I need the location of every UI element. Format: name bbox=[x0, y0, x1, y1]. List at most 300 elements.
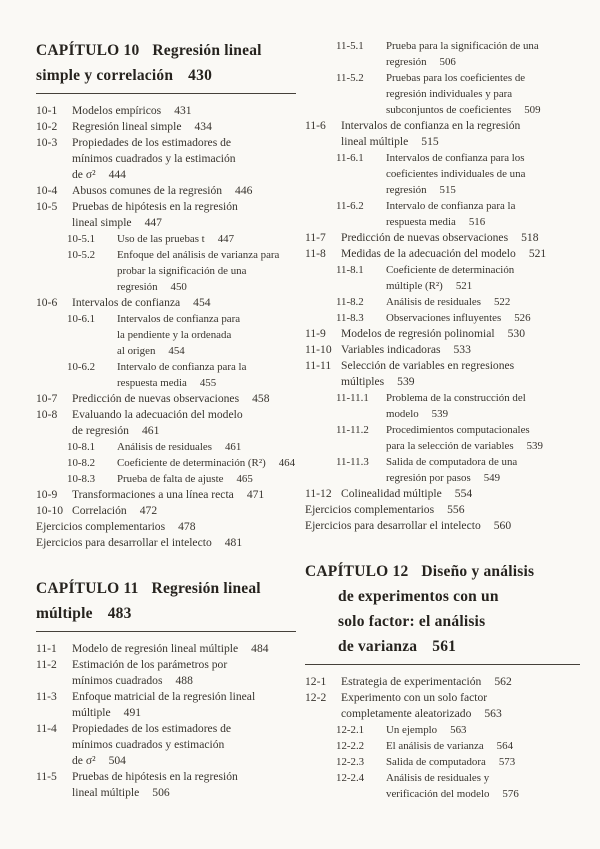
toc-entry bbox=[36, 407, 296, 439]
page-number: 431 bbox=[174, 104, 192, 117]
entry-text: El análisis de varianza bbox=[386, 740, 484, 752]
entry-line bbox=[305, 690, 580, 706]
entry-line bbox=[305, 278, 580, 294]
entry-line bbox=[305, 358, 580, 374]
entry-text: Un ejemplo bbox=[386, 724, 438, 736]
entry-number: 11-8.3 bbox=[336, 312, 364, 324]
entry-line bbox=[36, 119, 296, 135]
entry-line bbox=[305, 310, 580, 326]
entry-line bbox=[305, 102, 580, 118]
entry-text: mínimos cuadrados y estimación bbox=[72, 738, 225, 751]
entry-number: 10-3 bbox=[36, 136, 58, 149]
entry-number: 10-2 bbox=[36, 120, 58, 133]
entry-line bbox=[36, 343, 296, 359]
entry-text: de σ² bbox=[72, 754, 96, 767]
page-number: 560 bbox=[493, 519, 512, 532]
toc-entry bbox=[36, 103, 296, 119]
page-number: 447 bbox=[217, 233, 235, 245]
entry-line bbox=[36, 295, 296, 311]
entry-text: Uso de las pruebas t bbox=[117, 233, 205, 245]
chapter-label: CAPÍTULO 11 bbox=[36, 580, 139, 597]
page-number: 539 bbox=[431, 408, 449, 420]
entry-number: 10-8.1 bbox=[67, 441, 96, 453]
toc-entry bbox=[305, 294, 580, 310]
chapter-title-text: Diseño y análisis bbox=[421, 563, 535, 580]
entry-text: regresión por pasos bbox=[386, 472, 471, 484]
page-number: 506 bbox=[152, 786, 170, 799]
page-number: 447 bbox=[144, 216, 162, 229]
entry-line bbox=[36, 673, 296, 689]
entry-text: para la selección de variables bbox=[386, 440, 514, 452]
entry-text: respuesta media bbox=[386, 216, 456, 228]
entry-number: 11-10 bbox=[305, 343, 332, 356]
entry-line bbox=[305, 246, 580, 262]
page-number: 515 bbox=[421, 135, 439, 148]
toc-entry bbox=[305, 230, 580, 246]
entry-number: 11-8.2 bbox=[336, 296, 364, 308]
entry-text: Observaciones influyentes bbox=[386, 312, 502, 324]
entry-line bbox=[36, 183, 296, 199]
page-number: 563 bbox=[450, 724, 467, 736]
chapter-heading-line bbox=[36, 38, 296, 63]
entry-line bbox=[36, 503, 296, 519]
entry-text: lineal múltiple bbox=[341, 135, 409, 148]
page-number: 471 bbox=[246, 488, 265, 501]
entry-text: lineal múltiple bbox=[72, 786, 140, 799]
entry-line bbox=[305, 134, 580, 150]
entry-text: múltiple bbox=[72, 706, 111, 719]
entry-text: Regresión lineal simple bbox=[72, 120, 182, 133]
page-number: 522 bbox=[493, 296, 511, 308]
toc-entry bbox=[305, 738, 580, 754]
toc-entry bbox=[305, 150, 580, 198]
entry-number: 11-1 bbox=[36, 642, 57, 655]
entry-text: Propiedades de los estimadores de bbox=[72, 722, 232, 735]
toc-entry bbox=[36, 721, 296, 769]
entry-number: 11-3 bbox=[36, 690, 57, 703]
page-number: 521 bbox=[528, 247, 547, 260]
entry-line bbox=[305, 422, 580, 438]
entry-number: 11-12 bbox=[305, 487, 332, 500]
entry-text: Procedimientos computacionales bbox=[386, 424, 530, 436]
entry-line bbox=[305, 390, 580, 406]
toc-entry bbox=[36, 455, 296, 471]
entry-text: Abusos comunes de la regresión bbox=[72, 184, 223, 197]
entry-text: Intervalo de confianza para la bbox=[117, 361, 247, 373]
page-number: 455 bbox=[199, 377, 217, 389]
entry-number: 12-2.2 bbox=[336, 740, 365, 752]
entry-line bbox=[36, 705, 296, 721]
entry-line bbox=[36, 375, 296, 391]
entry-line bbox=[36, 247, 296, 263]
chapter-heading-line bbox=[305, 609, 580, 634]
entry-line bbox=[36, 151, 296, 167]
entry-line bbox=[305, 454, 580, 470]
entry-line bbox=[36, 423, 296, 439]
toc-entry bbox=[305, 70, 580, 118]
entry-line bbox=[305, 754, 580, 770]
chapter-heading bbox=[36, 576, 296, 632]
chapter-page-number: 430 bbox=[188, 67, 213, 84]
page-number: 464 bbox=[278, 457, 296, 469]
entry-line bbox=[36, 455, 296, 471]
entry-text: Modelos de regresión polinomial bbox=[341, 327, 495, 340]
entry-line bbox=[36, 769, 296, 785]
entry-text: Medidas de la adecuación del modelo bbox=[341, 247, 516, 260]
entry-line bbox=[36, 135, 296, 151]
entry-number: 10-4 bbox=[36, 184, 58, 197]
entry-number: 12-2.4 bbox=[336, 772, 365, 784]
entry-line bbox=[305, 374, 580, 390]
page-number: 465 bbox=[236, 473, 253, 485]
entry-text: Análisis de residuales y bbox=[386, 772, 490, 784]
entry-text: Experimento con un solo factor bbox=[341, 691, 488, 704]
entry-number: 11-7 bbox=[305, 231, 326, 244]
entry-line bbox=[305, 518, 580, 534]
page-number: 518 bbox=[521, 231, 539, 244]
toc-entry bbox=[36, 295, 296, 311]
toc-entry bbox=[36, 471, 296, 487]
entry-text: Enfoque del análisis de varianza para bbox=[117, 249, 280, 261]
entry-text: múltiples bbox=[341, 375, 385, 388]
entry-line bbox=[36, 487, 296, 503]
entry-text: Intervalos de confianza en la regresión bbox=[341, 119, 521, 132]
entry-line bbox=[305, 182, 580, 198]
page-number: 509 bbox=[524, 104, 541, 116]
toc-entry bbox=[36, 487, 296, 503]
entry-text: Salida de computadora bbox=[386, 756, 486, 768]
page-number: 526 bbox=[514, 312, 531, 324]
entry-text: Coeficiente de determinación (R²) bbox=[117, 457, 266, 469]
entry-line bbox=[36, 263, 296, 279]
toc-entry bbox=[36, 503, 296, 519]
entry-text: Salida de computadora de una bbox=[386, 456, 518, 468]
entry-line bbox=[36, 785, 296, 801]
entry-number: 12-1 bbox=[305, 675, 327, 688]
toc-entry bbox=[36, 359, 296, 391]
entry-text: Intervalos de confianza bbox=[72, 296, 181, 309]
entry-text: Propiedades de los estimadores de bbox=[72, 136, 232, 149]
entry-text: Colinealidad múltiple bbox=[341, 487, 442, 500]
entry-line bbox=[305, 342, 580, 358]
entry-text: al origen bbox=[117, 345, 156, 357]
entry-line bbox=[305, 38, 580, 54]
page-number: 573 bbox=[498, 756, 516, 768]
entry-line bbox=[305, 706, 580, 722]
page-number: 478 bbox=[178, 520, 196, 533]
entry-number: 10-9 bbox=[36, 488, 58, 501]
page-number: 549 bbox=[483, 472, 501, 484]
page-number: 563 bbox=[484, 707, 502, 720]
page-number: 516 bbox=[468, 216, 486, 228]
page-number: 472 bbox=[139, 504, 158, 517]
toc-entry bbox=[36, 657, 296, 689]
toc-entry bbox=[305, 390, 580, 422]
entry-line bbox=[36, 753, 296, 769]
entry-text: Prueba para la significación de una bbox=[386, 40, 539, 52]
entry-text: regresión individuales y para bbox=[386, 88, 513, 100]
entry-line bbox=[36, 737, 296, 753]
entry-text: regresión bbox=[117, 281, 158, 293]
entry-line bbox=[305, 150, 580, 166]
entry-number: 12-2.3 bbox=[336, 756, 365, 768]
entry-text: Ejercicios complementarios bbox=[36, 520, 166, 533]
chapter-label: CAPÍTULO 10 bbox=[36, 42, 140, 59]
entry-line bbox=[305, 486, 580, 502]
entry-line bbox=[36, 439, 296, 455]
entry-text: Pruebas para los coeficientes de bbox=[386, 72, 526, 84]
toc-entry bbox=[36, 183, 296, 199]
chapter-page-number: 483 bbox=[107, 605, 132, 622]
toc-entry bbox=[305, 754, 580, 770]
toc-entry bbox=[36, 311, 296, 359]
chapter-rule bbox=[36, 93, 296, 94]
chapter-title-text: múltiple bbox=[36, 605, 93, 622]
entry-text: modelo bbox=[386, 408, 419, 420]
chapter-heading-line bbox=[36, 601, 296, 626]
page-number: 564 bbox=[496, 740, 514, 752]
page-number: 504 bbox=[108, 754, 126, 767]
entry-text: Transformaciones a una línea recta bbox=[72, 488, 234, 501]
entry-number: 11-11 bbox=[305, 359, 332, 372]
toc-entry bbox=[305, 674, 580, 690]
entry-line bbox=[36, 231, 296, 247]
entry-text: Problema de la construcción del bbox=[386, 392, 526, 404]
toc-entry bbox=[305, 310, 580, 326]
toc-column bbox=[305, 38, 580, 802]
page-number: 444 bbox=[108, 168, 126, 181]
toc-entry bbox=[305, 358, 580, 390]
page-number: 539 bbox=[526, 440, 543, 452]
entry-number: 10-6.1 bbox=[67, 313, 96, 325]
entry-text: Evaluando la adecuación del modelo bbox=[72, 408, 243, 421]
entry-line bbox=[36, 391, 296, 407]
entry-text: Análisis de residuales bbox=[117, 441, 212, 453]
entry-text: múltiple (R²) bbox=[386, 280, 443, 292]
chapter-title-text: Regresión lineal bbox=[151, 580, 261, 597]
chapter-rule bbox=[305, 664, 580, 665]
page-number: 515 bbox=[439, 184, 456, 196]
entry-number: 11-6 bbox=[305, 119, 326, 132]
toc-entry bbox=[36, 641, 296, 657]
entry-line bbox=[305, 294, 580, 310]
entry-line bbox=[305, 722, 580, 738]
entry-line bbox=[36, 167, 296, 183]
toc-entry bbox=[305, 722, 580, 738]
entry-number: 11-9 bbox=[305, 327, 326, 340]
toc-entry bbox=[36, 439, 296, 455]
page-number: 450 bbox=[170, 281, 187, 293]
entry-line bbox=[305, 198, 580, 214]
entry-text: Análisis de residuales bbox=[386, 296, 481, 308]
toc-entry bbox=[305, 38, 580, 70]
entry-text: Correlación bbox=[72, 504, 127, 517]
toc-entry bbox=[36, 689, 296, 721]
entry-text: respuesta media bbox=[117, 377, 187, 389]
entry-number: 11-8 bbox=[305, 247, 326, 260]
entry-line bbox=[305, 262, 580, 278]
page-number: 454 bbox=[193, 296, 211, 309]
entry-line bbox=[305, 786, 580, 802]
entry-line bbox=[305, 70, 580, 86]
entry-number: 11-11.2 bbox=[336, 424, 369, 436]
entry-line bbox=[305, 738, 580, 754]
exercise-entry bbox=[36, 535, 296, 551]
entry-number: 12-2 bbox=[305, 691, 327, 704]
toc-column bbox=[36, 38, 296, 802]
entry-text: Ejercicios complementarios bbox=[305, 503, 435, 516]
entry-number: 10-7 bbox=[36, 392, 58, 405]
entry-text: probar la significación de una bbox=[117, 265, 247, 277]
entry-text: Pruebas de hipótesis en la regresión bbox=[72, 200, 238, 213]
toc-entry bbox=[305, 690, 580, 722]
entry-line bbox=[36, 721, 296, 737]
entry-text: Predicción de nuevas observaciones bbox=[72, 392, 240, 405]
entry-text: de regresión bbox=[72, 424, 129, 437]
page-number: 488 bbox=[175, 674, 193, 687]
entry-text: Coeficiente de determinación bbox=[386, 264, 515, 276]
page-number: 481 bbox=[224, 536, 243, 549]
entry-text: Pruebas de hipótesis en la regresión bbox=[72, 770, 238, 783]
page-number: 434 bbox=[194, 120, 212, 133]
exercise-entry bbox=[305, 502, 580, 518]
toc-entry bbox=[36, 769, 296, 801]
entry-number: 10-6 bbox=[36, 296, 58, 309]
chapter-heading-line bbox=[36, 63, 296, 88]
entry-text: Estrategia de experimentación bbox=[341, 675, 482, 688]
entry-text: Intervalos de confianza para los bbox=[386, 152, 525, 164]
entry-text: verificación del modelo bbox=[386, 788, 490, 800]
page-number: 446 bbox=[235, 184, 253, 197]
entry-line bbox=[36, 279, 296, 295]
chapter-heading bbox=[36, 38, 296, 94]
exercise-entry bbox=[305, 518, 580, 534]
entry-text: Enfoque matricial de la regresión lineal bbox=[72, 690, 256, 703]
toc-entry bbox=[36, 135, 296, 183]
chapter-label: CAPÍTULO 12 bbox=[305, 563, 409, 580]
entry-number: 10-6.2 bbox=[67, 361, 96, 373]
toc-entry bbox=[305, 342, 580, 358]
entry-text: Prueba de falta de ajuste bbox=[117, 473, 224, 485]
entry-text: coeficientes individuales de una bbox=[386, 168, 526, 180]
page-number: 506 bbox=[439, 56, 456, 68]
page-number: 484 bbox=[251, 642, 269, 655]
entry-text: Modelo de regresión lineal múltiple bbox=[72, 642, 239, 655]
toc-entry bbox=[36, 199, 296, 231]
page-number: 554 bbox=[454, 487, 473, 500]
page-number: 530 bbox=[507, 327, 525, 340]
entry-number: 11-11.3 bbox=[336, 456, 369, 468]
entry-text: de σ² bbox=[72, 168, 96, 181]
entry-line bbox=[305, 54, 580, 70]
entry-text: mínimos cuadrados y la estimación bbox=[72, 152, 236, 165]
chapter-heading-line bbox=[305, 584, 580, 609]
entry-line bbox=[36, 471, 296, 487]
entry-text: Estimación de los parámetros por bbox=[72, 658, 228, 671]
page-number: 491 bbox=[123, 706, 142, 719]
chapter-title-text: solo factor: el análisis bbox=[338, 613, 486, 630]
entry-text: Intervalo de confianza para la bbox=[386, 200, 516, 212]
entry-text: mínimos cuadrados bbox=[72, 674, 163, 687]
entry-number: 11-5.1 bbox=[336, 40, 364, 52]
entry-line bbox=[305, 118, 580, 134]
entry-line bbox=[36, 641, 296, 657]
entry-line bbox=[305, 214, 580, 230]
entry-line bbox=[305, 470, 580, 486]
chapter-heading-line bbox=[305, 559, 580, 584]
page-number: 533 bbox=[453, 343, 471, 356]
entry-number: 10-5 bbox=[36, 200, 58, 213]
toc-entry bbox=[305, 262, 580, 294]
page-number: 562 bbox=[494, 675, 512, 688]
chapter-title-text: de varianza bbox=[338, 638, 418, 655]
chapter-heading-line bbox=[305, 634, 580, 659]
entry-number: 10-8.2 bbox=[67, 457, 96, 469]
entry-number: 11-2 bbox=[36, 658, 57, 671]
entry-line bbox=[36, 535, 296, 551]
entry-line bbox=[305, 674, 580, 690]
entry-line bbox=[36, 327, 296, 343]
entry-line bbox=[36, 103, 296, 119]
entry-line bbox=[305, 166, 580, 182]
entry-line bbox=[305, 86, 580, 102]
entry-line bbox=[305, 502, 580, 518]
entry-line bbox=[305, 770, 580, 786]
entry-line bbox=[36, 311, 296, 327]
page-number: 556 bbox=[447, 503, 465, 516]
entry-text: lineal simple bbox=[72, 216, 132, 229]
page-number: 539 bbox=[397, 375, 415, 388]
entry-text: completamente aleatorizado bbox=[341, 707, 472, 720]
entry-text: Ejercicios para desarrollar el intelecto bbox=[36, 536, 212, 549]
entry-text: regresión bbox=[386, 56, 427, 68]
page-number: 521 bbox=[455, 280, 473, 292]
entry-number: 11-4 bbox=[36, 722, 57, 735]
chapter-heading-line bbox=[36, 576, 296, 601]
page-number: 461 bbox=[141, 424, 160, 437]
entry-number: 12-2.1 bbox=[336, 724, 365, 736]
chapter-rule bbox=[36, 631, 296, 632]
chapter-page-number: 561 bbox=[432, 638, 457, 655]
entry-line bbox=[36, 689, 296, 705]
entry-line bbox=[36, 657, 296, 673]
entry-text: Selección de variables en regresiones bbox=[341, 359, 515, 372]
entry-text: regresión bbox=[386, 184, 427, 196]
entry-number: 10-8 bbox=[36, 408, 58, 421]
entry-line bbox=[36, 359, 296, 375]
entry-number: 10-5.2 bbox=[67, 249, 96, 261]
toc-entry bbox=[305, 422, 580, 454]
page-number: 461 bbox=[224, 441, 242, 453]
entry-line bbox=[36, 519, 296, 535]
entry-number: 11-8.1 bbox=[336, 264, 364, 276]
entry-line bbox=[305, 230, 580, 246]
entry-number: 11-5.2 bbox=[336, 72, 364, 84]
entry-line bbox=[36, 407, 296, 423]
toc-entry bbox=[305, 454, 580, 486]
toc-entry bbox=[305, 118, 580, 150]
exercise-entry bbox=[36, 519, 296, 535]
entry-number: 11-6.2 bbox=[336, 200, 364, 212]
chapter-heading bbox=[305, 559, 580, 665]
entry-line bbox=[36, 215, 296, 231]
toc-entry bbox=[305, 486, 580, 502]
entry-text: Intervalos de confianza para bbox=[117, 313, 241, 325]
toc-entry bbox=[36, 119, 296, 135]
entry-number: 10-1 bbox=[36, 104, 58, 117]
page-number: 458 bbox=[252, 392, 270, 405]
entry-text: la pendiente y la ordenada bbox=[117, 329, 232, 341]
